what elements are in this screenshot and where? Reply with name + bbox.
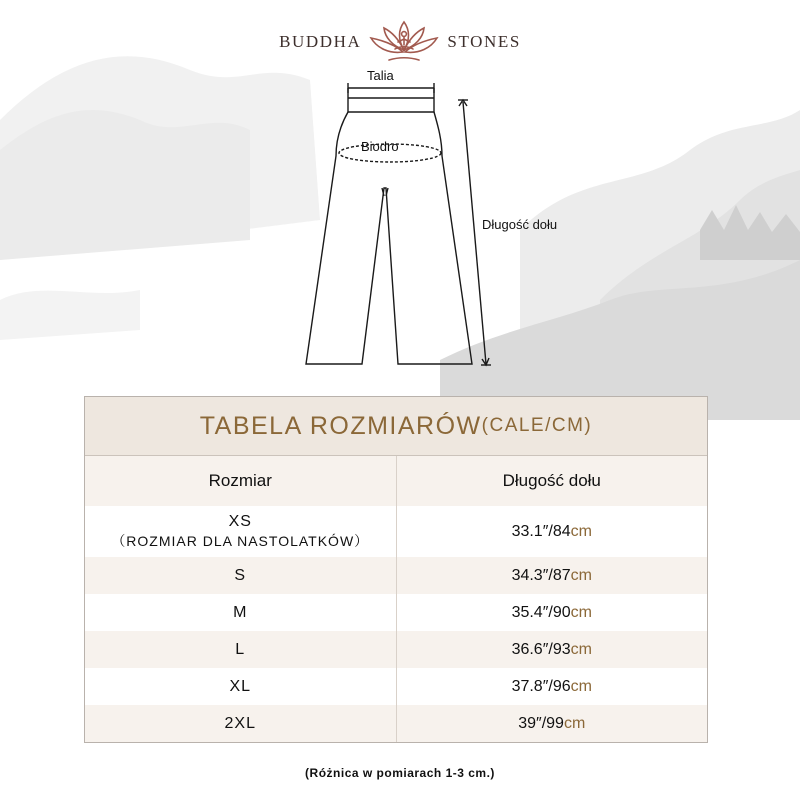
hip-label: Biodro [361, 139, 399, 154]
length-cell [397, 631, 708, 668]
size-value: 2XL [85, 705, 397, 742]
length-cell [397, 506, 708, 557]
length-unit: cm [563, 714, 586, 732]
size-note: （ROZMIAR DLA NASTOLATKÓW） [111, 532, 370, 549]
brand-left-word: BUDDHA [279, 32, 362, 51]
table-row [85, 594, 707, 631]
length-value: 36.6″/93 [511, 640, 571, 658]
length-unit: cm [570, 603, 592, 621]
length-cell [397, 557, 708, 594]
length-value: 33.1″/84 [511, 522, 571, 540]
table-row [85, 506, 707, 557]
table-title: TABELA ROZMIARÓW [199, 411, 482, 440]
length-cell [397, 594, 708, 631]
waist-label: Talia [367, 68, 394, 83]
table-row [85, 668, 707, 705]
size-value: S [85, 557, 397, 594]
size-cell [85, 506, 397, 557]
length-label: Długość dołu [482, 217, 558, 232]
brand-right-word: STONES [447, 32, 521, 51]
size-value: XL [85, 668, 397, 705]
length-unit: cm [570, 640, 592, 658]
measurement-footnote: (Różnica w pomiarach 1-3 cm.) [305, 766, 495, 780]
length-value: 35.4″/90 [511, 603, 571, 621]
table-title-bar [85, 397, 707, 456]
size-value: XS [228, 512, 252, 530]
header-size: Rozmiar [85, 456, 397, 506]
length-cell [397, 705, 708, 742]
size-value: M [85, 594, 397, 631]
size-value: L [85, 631, 397, 668]
size-chart-table [84, 396, 708, 743]
length-unit: cm [570, 566, 592, 584]
table-header-row [85, 456, 707, 506]
table-title-units: (CALE/CM) [481, 415, 593, 436]
length-value: 34.3″/87 [511, 566, 571, 584]
length-unit: cm [570, 677, 592, 695]
length-value: 37.8″/96 [511, 677, 571, 695]
length-cell [397, 668, 708, 705]
table-row [85, 631, 707, 668]
table-row [85, 705, 707, 742]
table-row [85, 557, 707, 594]
header-length: Długość dołu [502, 471, 601, 490]
length-unit: cm [570, 522, 592, 540]
length-value: 39″/99 [518, 714, 564, 732]
